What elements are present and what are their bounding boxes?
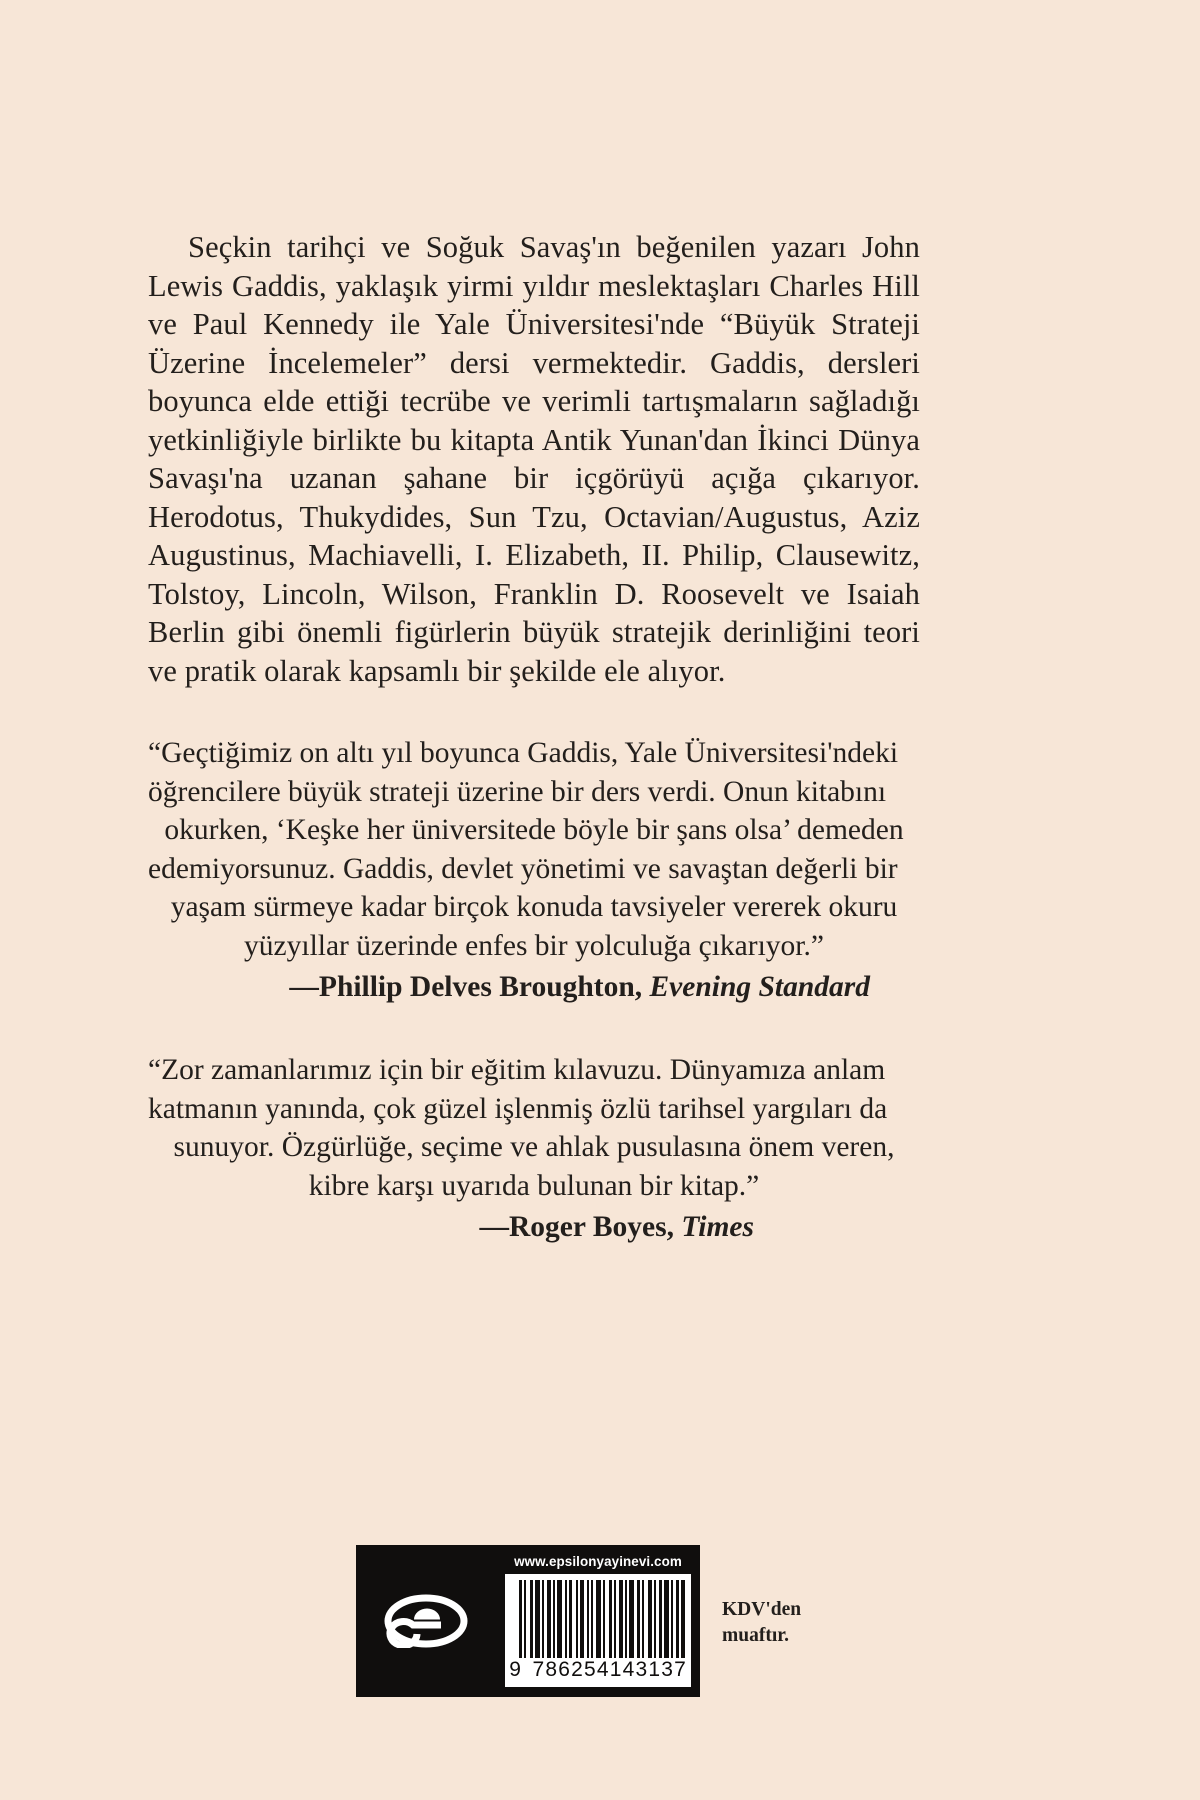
quote-line: yüzyıllar üzerinde enfes bir yolculuğa çıkarıyor.”: [244, 929, 824, 962]
cover-text-content: [148, 228, 920, 1247]
barcode: [505, 1574, 691, 1687]
quote-line: katmanın yanında, çok güzel işlenmiş özlü tarihsel yargıları da: [148, 1092, 888, 1125]
blurb-text: Seçkin tarihçi ve Soğuk Savaş'ın beğenilen yazarı John Lewis Gaddis, yaklaşık yirmi yıldır meslektaşları Charles Hill ve Paul Kennedy ile Yale Üniversitesi'nde “Büyük Strateji Üzerine İncelemeler” dersi vermektedir. Gaddis, dersleri boyunca elde ettiği tecrübe ve verimli tartışmaların sağladığı yetkinliğiyle birlikte bu kitapta Antik Yunan'dan İkinci Dünya Savaşı'na uzanan şahane bir içgörüyü açığa çıkarıyor. Herodotus, Thukydides, Sun Tzu, Octavian/Augustus, Aziz Augustinus, Machiavelli, I. Elizabeth, II. Philip, Clausewitz, Tolstoy, Lincoln, Wilson, Franklin D. Roosevelt ve Isaiah Berlin gibi önemli figürlerin büyük stratejik derinliğini teori ve pratik olarak kapsamlı bir şekilde ele alıyor.: [148, 230, 920, 688]
quote-attribution: [148, 967, 920, 1007]
attribution-source: Evening Standard: [649, 971, 870, 1003]
cover-footer: [0, 1545, 1200, 1725]
tax-note-line-1: KDV'den: [722, 1599, 802, 1620]
quote-line: “Geçtiğimiz on altı yıl boyunca Gaddis, Yale Üniversitesi'ndeki: [148, 737, 899, 769]
quote-line: sunuyor. Özgürlüğe, seçime ve ahlak pusulasına önem veren,: [173, 1131, 895, 1163]
epsilon-e-logo-icon: [384, 1594, 468, 1648]
barcode-panel: [496, 1545, 700, 1697]
quote-line: yaşam sürmeye kadar birçok konuda tavsiyeler vererek okuru: [170, 891, 898, 923]
attribution-author: —Roger Boyes,: [479, 1211, 674, 1243]
publisher-website: www.epsilonyayinevi.com: [514, 1554, 682, 1569]
attribution-author: —Phillip Delves Broughton,: [289, 971, 643, 1003]
quote-line: öğrencilere büyük strateji üzerine bir ders verdi. Onun kitabını: [148, 775, 887, 808]
tax-note-line-2: muaftır.: [722, 1625, 789, 1646]
isbn-left-group: 786254: [532, 1658, 610, 1681]
tax-note: [722, 1597, 902, 1649]
barcode-bars: [519, 1580, 685, 1658]
quote-attribution: [148, 1207, 920, 1247]
quote-line: “Zor zamanlarımız için bir eğitim kılavuzu. Dünyamıza anlam: [148, 1054, 886, 1086]
quote-line: okurken, ‘Keşke her üniversitede böyle bir şans olsa’ demeden: [164, 814, 904, 846]
review-quote-1: [148, 734, 920, 1007]
publisher-logo: [356, 1545, 496, 1697]
review-quote-2: [148, 1051, 920, 1247]
quote-line: kibre karşı uyarıda bulunan bir kitap.”: [308, 1169, 760, 1202]
blurb-paragraph: [148, 228, 920, 690]
isbn-right-group: 143137: [609, 1658, 687, 1681]
barcode-digits: [509, 1658, 687, 1682]
isbn-lead-digit: 9: [509, 1658, 523, 1681]
quote-line: edemiyorsunuz. Gaddis, devlet yönetimi ve savaştan değerli bir: [148, 852, 898, 885]
attribution-source: Times: [681, 1211, 754, 1243]
